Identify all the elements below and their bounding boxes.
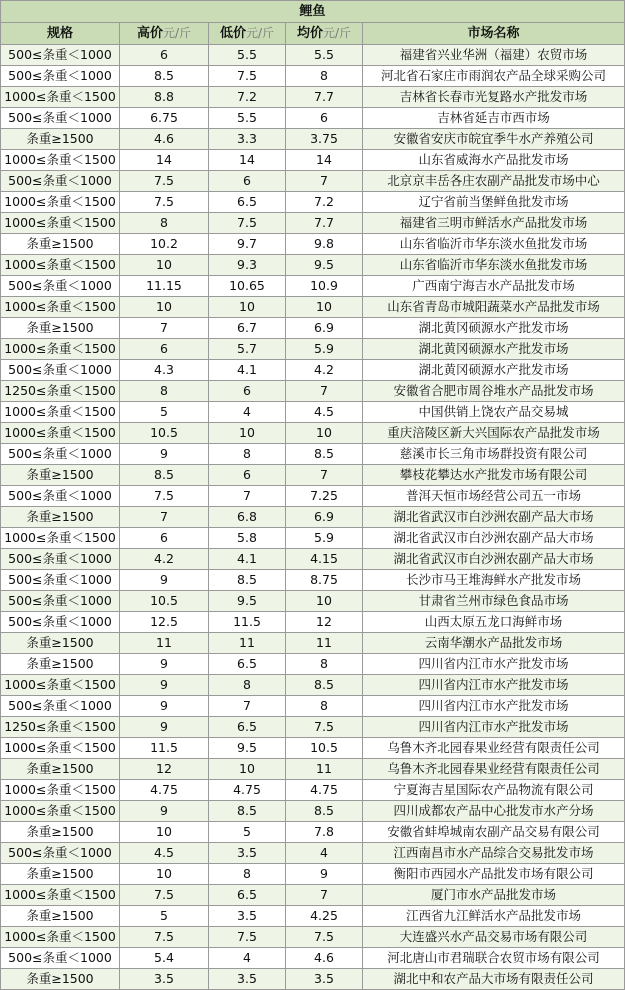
table-row [1,843,625,864]
cell-low-price: 14 [209,150,286,171]
table-row [1,276,625,297]
cell-high-price: 7.5 [120,486,209,507]
cell-spec: 条重≥1500 [1,234,120,255]
cell-spec: 条重≥1500 [1,759,120,780]
cell-high-price: 9 [120,696,209,717]
table-row [1,717,625,738]
cell-market: 四川省内江市水产批发市场 [363,696,625,717]
table-row [1,570,625,591]
cell-high-price: 6 [120,45,209,66]
cell-avg-price: 4.6 [286,948,363,969]
cell-low-price: 3.5 [209,906,286,927]
cell-spec: 1000≤条重＜1500 [1,801,120,822]
cell-low-price: 5.7 [209,339,286,360]
header-low-unit: 元/斤 [245,26,275,40]
cell-low-price: 10.65 [209,276,286,297]
cell-spec: 条重≥1500 [1,633,120,654]
table-row [1,486,625,507]
cell-market: 四川省内江市水产批发市场 [363,675,625,696]
cell-low-price: 10 [209,759,286,780]
table-body [1,45,625,990]
cell-avg-price: 11 [286,759,363,780]
cell-avg-price: 7 [286,381,363,402]
table-row [1,822,625,843]
table-row [1,465,625,486]
cell-avg-price: 8.5 [286,444,363,465]
cell-avg-price: 3.5 [286,969,363,990]
table-row [1,108,625,129]
cell-market: 福建省兴业华洲（福建）农贸市场 [363,45,625,66]
cell-avg-price: 7.7 [286,87,363,108]
table-row [1,696,625,717]
cell-low-price: 5 [209,822,286,843]
cell-market: 宁夏海吉星国际农产品物流有限公司 [363,780,625,801]
cell-spec: 1000≤条重＜1500 [1,339,120,360]
cell-high-price: 10 [120,255,209,276]
cell-market: 攀枝花攀达水产批发市场有限公司 [363,465,625,486]
cell-spec: 条重≥1500 [1,507,120,528]
cell-low-price: 5.8 [209,528,286,549]
table-row [1,87,625,108]
cell-avg-price: 6.9 [286,507,363,528]
cell-avg-price: 14 [286,150,363,171]
cell-market: 乌鲁木齐北园春果业经营有限责任公司 [363,759,625,780]
cell-market: 湖北黄冈硕源水产批发市场 [363,360,625,381]
cell-spec: 条重≥1500 [1,129,120,150]
header-low-price [209,23,286,45]
header-row [1,23,625,45]
cell-avg-price: 8.75 [286,570,363,591]
cell-high-price: 10.5 [120,423,209,444]
cell-low-price: 8 [209,444,286,465]
cell-low-price: 7.5 [209,927,286,948]
table-row [1,381,625,402]
cell-low-price: 7.5 [209,66,286,87]
cell-high-price: 8.5 [120,66,209,87]
cell-low-price: 3.5 [209,843,286,864]
cell-avg-price: 10 [286,591,363,612]
cell-avg-price: 4.2 [286,360,363,381]
table-row [1,150,625,171]
cell-high-price: 8 [120,381,209,402]
cell-low-price: 6.8 [209,507,286,528]
cell-avg-price: 10.9 [286,276,363,297]
cell-market: 安徽省安庆市皖宜季牛水产养殖公司 [363,129,625,150]
cell-low-price: 6 [209,381,286,402]
cell-avg-price: 10.5 [286,738,363,759]
cell-spec: 500≤条重＜1000 [1,171,120,192]
cell-spec: 1250≤条重＜1500 [1,381,120,402]
cell-spec: 1250≤条重＜1500 [1,717,120,738]
cell-avg-price: 10 [286,297,363,318]
cell-high-price: 12.5 [120,612,209,633]
cell-high-price: 9 [120,675,209,696]
cell-avg-price: 7 [286,465,363,486]
cell-avg-price: 4.75 [286,780,363,801]
table-row [1,339,625,360]
table-row [1,402,625,423]
cell-low-price: 5.5 [209,45,286,66]
cell-low-price: 11.5 [209,612,286,633]
cell-high-price: 4.3 [120,360,209,381]
cell-market: 中国供销上饶农产品交易城 [363,402,625,423]
cell-market: 普洱天恒市场经营公司五一市场 [363,486,625,507]
cell-spec: 条重≥1500 [1,654,120,675]
cell-spec: 500≤条重＜1000 [1,612,120,633]
cell-market: 慈溪市长三角市场群投资有限公司 [363,444,625,465]
cell-market: 厦门市水产品批发市场 [363,885,625,906]
cell-high-price: 7.5 [120,171,209,192]
table-row [1,654,625,675]
table-row [1,801,625,822]
cell-avg-price: 8 [286,66,363,87]
cell-market: 甘肃省兰州市绿色食品市场 [363,591,625,612]
table-row [1,864,625,885]
cell-high-price: 5 [120,402,209,423]
cell-spec: 1000≤条重＜1500 [1,192,120,213]
cell-spec: 1000≤条重＜1500 [1,150,120,171]
cell-high-price: 10 [120,822,209,843]
cell-high-price: 11 [120,633,209,654]
cell-market: 衡阳市西园水产品批发市场有限公司 [363,864,625,885]
header-market [363,23,625,45]
table-row [1,948,625,969]
header-avg-price [286,23,363,45]
cell-spec: 1000≤条重＜1500 [1,528,120,549]
table-row [1,549,625,570]
cell-spec: 500≤条重＜1000 [1,591,120,612]
cell-spec: 1000≤条重＜1500 [1,885,120,906]
cell-market: 北京京丰岳各庄农副产品批发市场中心 [363,171,625,192]
cell-high-price: 9 [120,717,209,738]
cell-avg-price: 12 [286,612,363,633]
cell-avg-price: 4 [286,843,363,864]
table-row [1,612,625,633]
cell-high-price: 8.8 [120,87,209,108]
cell-avg-price: 5.9 [286,528,363,549]
cell-avg-price: 7.5 [286,717,363,738]
cell-low-price: 11 [209,633,286,654]
cell-avg-price: 11 [286,633,363,654]
cell-low-price: 9.3 [209,255,286,276]
cell-market: 吉林省延吉市西市场 [363,108,625,129]
cell-avg-price: 4.25 [286,906,363,927]
cell-market: 山东省青岛市城阳蔬菜水产品批发市场 [363,297,625,318]
cell-high-price: 9 [120,570,209,591]
cell-low-price: 4 [209,948,286,969]
cell-low-price: 6.5 [209,654,286,675]
cell-spec: 500≤条重＜1000 [1,360,120,381]
cell-avg-price: 7.5 [286,927,363,948]
header-high-label: 高价 [136,26,163,41]
cell-spec: 条重≥1500 [1,465,120,486]
cell-market: 湖北中和农产品大市场有限责任公司 [363,969,625,990]
cell-market: 吉林省长春市光复路水产批发市场 [363,87,625,108]
cell-low-price: 6.5 [209,717,286,738]
cell-high-price: 8 [120,213,209,234]
cell-market: 四川成都农产品中心批发市水产分场 [363,801,625,822]
cell-spec: 500≤条重＜1000 [1,570,120,591]
cell-low-price: 6.5 [209,192,286,213]
cell-spec: 500≤条重＜1000 [1,276,120,297]
table-row [1,906,625,927]
cell-low-price: 7 [209,696,286,717]
cell-spec: 条重≥1500 [1,906,120,927]
cell-avg-price: 4.5 [286,402,363,423]
cell-avg-price: 9.5 [286,255,363,276]
cell-market: 长沙市马王堆海鲜水产批发市场 [363,570,625,591]
table-row [1,171,625,192]
cell-high-price: 10 [120,864,209,885]
cell-spec: 500≤条重＜1000 [1,843,120,864]
cell-market: 辽宁省前当堡鲜鱼批发市场 [363,192,625,213]
table-row [1,234,625,255]
cell-low-price: 4 [209,402,286,423]
header-spec [1,23,120,45]
cell-avg-price: 4.15 [286,549,363,570]
cell-high-price: 10.2 [120,234,209,255]
table-row [1,885,625,906]
cell-low-price: 4.75 [209,780,286,801]
cell-market: 安徽省蚌埠城南农副产品交易有限公司 [363,822,625,843]
cell-avg-price: 7.2 [286,192,363,213]
cell-spec: 1000≤条重＜1500 [1,927,120,948]
cell-spec: 1000≤条重＜1500 [1,780,120,801]
table-row [1,297,625,318]
table-row [1,318,625,339]
cell-spec: 条重≥1500 [1,864,120,885]
cell-spec: 1000≤条重＜1500 [1,423,120,444]
cell-avg-price: 6.9 [286,318,363,339]
cell-market: 湖北省武汉市白沙洲农副产品大市场 [363,528,625,549]
cell-market: 山西太原五龙口海鲜市场 [363,612,625,633]
cell-high-price: 10.5 [120,591,209,612]
table-row [1,45,625,66]
table-title: 鲤鱼 [1,1,625,23]
cell-low-price: 9.5 [209,738,286,759]
table-row [1,633,625,654]
cell-spec: 条重≥1500 [1,822,120,843]
cell-avg-price: 9 [286,864,363,885]
cell-avg-price: 7.25 [286,486,363,507]
table-row [1,444,625,465]
cell-spec: 1000≤条重＜1500 [1,87,120,108]
cell-spec: 1000≤条重＜1500 [1,402,120,423]
cell-spec: 1000≤条重＜1500 [1,675,120,696]
cell-spec: 500≤条重＜1000 [1,486,120,507]
cell-avg-price: 8 [286,654,363,675]
table-row [1,255,625,276]
cell-spec: 条重≥1500 [1,318,120,339]
cell-market: 湖北黄冈硕源水产批发市场 [363,339,625,360]
cell-high-price: 7.5 [120,927,209,948]
cell-market: 广西南宁海吉水产品批发市场 [363,276,625,297]
cell-low-price: 7.2 [209,87,286,108]
cell-avg-price: 3.75 [286,129,363,150]
cell-low-price: 3.3 [209,129,286,150]
cell-high-price: 9 [120,654,209,675]
table-row [1,759,625,780]
cell-high-price: 9 [120,444,209,465]
table-row [1,927,625,948]
cell-spec: 1000≤条重＜1500 [1,255,120,276]
cell-avg-price: 6 [286,108,363,129]
table-row [1,213,625,234]
cell-market: 乌鲁木齐北园春果业经营有限责任公司 [363,738,625,759]
cell-low-price: 8 [209,675,286,696]
cell-high-price: 7.5 [120,192,209,213]
cell-market: 云南华潮水产品批发市场 [363,633,625,654]
cell-market: 湖北黄冈硕源水产批发市场 [363,318,625,339]
cell-spec: 1000≤条重＜1500 [1,738,120,759]
cell-high-price: 6.75 [120,108,209,129]
cell-market: 四川省内江市水产批发市场 [363,717,625,738]
cell-market: 湖北省武汉市白沙洲农副产品大市场 [363,549,625,570]
cell-high-price: 6 [120,528,209,549]
cell-spec: 条重≥1500 [1,969,120,990]
cell-avg-price: 9.8 [286,234,363,255]
cell-low-price: 6 [209,465,286,486]
cell-low-price: 6.5 [209,885,286,906]
cell-avg-price: 5.9 [286,339,363,360]
cell-high-price: 7 [120,318,209,339]
cell-market: 四川省内江市水产批发市场 [363,654,625,675]
cell-market: 重庆涪陵区新大兴国际农产品批发市场 [363,423,625,444]
cell-low-price: 10 [209,423,286,444]
table-row [1,192,625,213]
header-high-price [120,23,209,45]
header-avg-unit: 元/斤 [322,26,352,40]
cell-avg-price: 7.7 [286,213,363,234]
header-spec-label: 规格 [46,26,73,41]
cell-low-price: 4.1 [209,549,286,570]
table-row [1,675,625,696]
cell-high-price: 5 [120,906,209,927]
cell-low-price: 6.7 [209,318,286,339]
cell-market: 江西省九江鲜活水产品批发市场 [363,906,625,927]
cell-high-price: 4.5 [120,843,209,864]
cell-spec: 500≤条重＜1000 [1,948,120,969]
cell-low-price: 8 [209,864,286,885]
table-row [1,780,625,801]
cell-spec: 1000≤条重＜1500 [1,297,120,318]
table-row [1,360,625,381]
cell-low-price: 4.1 [209,360,286,381]
cell-low-price: 8.5 [209,570,286,591]
cell-avg-price: 7 [286,885,363,906]
cell-avg-price: 10 [286,423,363,444]
cell-market: 福建省三明市鲜活水产品批发市场 [363,213,625,234]
header-low-label: 低价 [219,26,246,41]
cell-spec: 500≤条重＜1000 [1,549,120,570]
cell-low-price: 6 [209,171,286,192]
cell-low-price: 9.7 [209,234,286,255]
header-market-label: 市场名称 [467,26,520,41]
cell-avg-price: 8 [286,696,363,717]
cell-market: 山东省威海水产品批发市场 [363,150,625,171]
cell-high-price: 11.15 [120,276,209,297]
cell-market: 江西南昌市水产品综合交易批发市场 [363,843,625,864]
cell-high-price: 8.5 [120,465,209,486]
cell-high-price: 12 [120,759,209,780]
cell-market: 山东省临沂市华东淡水鱼批发市场 [363,234,625,255]
cell-high-price: 6 [120,339,209,360]
cell-high-price: 4.6 [120,129,209,150]
cell-market: 河北省石家庄市雨润农产品全球采购公司 [363,66,625,87]
cell-spec: 1000≤条重＜1500 [1,213,120,234]
table-row [1,528,625,549]
table-row [1,66,625,87]
cell-low-price: 5.5 [209,108,286,129]
cell-low-price: 7.5 [209,213,286,234]
cell-high-price: 10 [120,297,209,318]
cell-avg-price: 8.5 [286,675,363,696]
cell-high-price: 5.4 [120,948,209,969]
cell-high-price: 4.75 [120,780,209,801]
cell-spec: 500≤条重＜1000 [1,45,120,66]
cell-low-price: 9.5 [209,591,286,612]
cell-high-price: 7.5 [120,885,209,906]
cell-avg-price: 7 [286,171,363,192]
cell-market: 河北唐山市君瑞联合农贸市场有限公司 [363,948,625,969]
table-row [1,507,625,528]
cell-low-price: 8.5 [209,801,286,822]
cell-spec: 500≤条重＜1000 [1,444,120,465]
cell-low-price: 7 [209,486,286,507]
table-row [1,591,625,612]
header-high-unit: 元/斤 [162,26,192,40]
cell-high-price: 7 [120,507,209,528]
cell-high-price: 11.5 [120,738,209,759]
table-row [1,129,625,150]
cell-market: 山东省临沂市华东淡水鱼批发市场 [363,255,625,276]
cell-spec: 500≤条重＜1000 [1,696,120,717]
cell-avg-price: 8.5 [286,801,363,822]
cell-high-price: 14 [120,150,209,171]
header-avg-label: 均价 [296,26,323,41]
cell-avg-price: 5.5 [286,45,363,66]
cell-avg-price: 7.8 [286,822,363,843]
cell-spec: 500≤条重＜1000 [1,66,120,87]
cell-high-price: 9 [120,801,209,822]
cell-spec: 500≤条重＜1000 [1,108,120,129]
cell-market: 安徽省合肥市周谷堆水产品批发市场 [363,381,625,402]
cell-low-price: 3.5 [209,969,286,990]
cell-market: 大连盛兴水产品交易市场有限公司 [363,927,625,948]
cell-low-price: 10 [209,297,286,318]
cell-high-price: 3.5 [120,969,209,990]
cell-high-price: 4.2 [120,549,209,570]
table-row [1,969,625,990]
cell-market: 湖北省武汉市白沙洲农副产品大市场 [363,507,625,528]
table-row [1,423,625,444]
table-row [1,738,625,759]
